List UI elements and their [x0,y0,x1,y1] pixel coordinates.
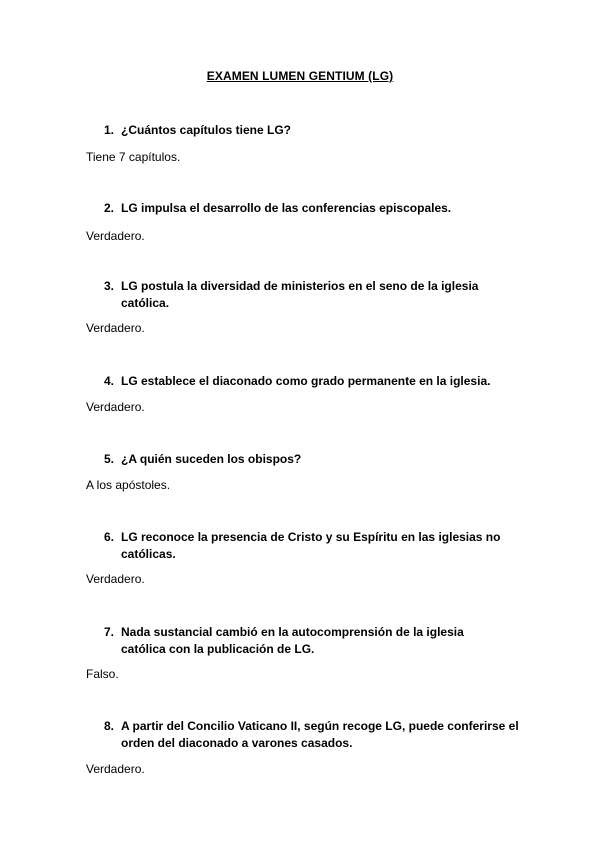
answer-6: Verdadero. [86,572,145,586]
question-2 [104,200,534,217]
question-3 [104,278,514,312]
question-number: 2. [104,201,115,215]
page-title: EXAMEN LUMEN GENTIUM (LG) [206,69,394,83]
question-7 [104,624,484,658]
answer-2: Verdadero. [86,229,145,243]
question-number: 1. [104,123,115,137]
question-number: 7. [104,625,115,639]
answer-4: Verdadero. [86,400,145,414]
question-number: 4. [104,374,115,388]
question-8 [104,718,534,752]
question-5 [104,451,534,468]
question-text: LG impulsa el desarrollo de las conferencias episcopales. [121,201,452,215]
answer-3: Verdadero. [86,321,145,335]
question-number: 6. [104,530,115,544]
question-text: ¿A quién suceden los obispos? [121,452,302,466]
answer-5: A los apóstoles. [86,478,171,492]
question-number: 3. [104,279,115,293]
question-1 [104,122,534,139]
question-4 [104,373,534,390]
question-6 [104,529,519,563]
question-number: 8. [104,719,115,733]
question-text: LG establece el diaconado como grado permanente en la iglesia. [121,374,491,388]
question-text: Nada sustancial cambió en la autocomprensión de la iglesia católica con la publicación de LG. [121,625,464,656]
answer-1: Tiene 7 capítulos. [86,150,181,164]
question-number: 5. [104,452,115,466]
question-text: A partir del Concilio Vaticano II, según recoge LG, puede conferirse el orden del diaconado a varones casados. [121,719,519,750]
answer-7: Falso. [86,667,119,681]
question-text: LG reconoce la presencia de Cristo y su Espíritu en las iglesias no católicas. [121,530,501,561]
question-text: LG postula la diversidad de ministerios en el seno de la iglesia católica. [121,279,479,310]
question-text: ¿Cuántos capítulos tiene LG? [121,123,292,137]
answer-8: Verdadero. [86,762,145,776]
